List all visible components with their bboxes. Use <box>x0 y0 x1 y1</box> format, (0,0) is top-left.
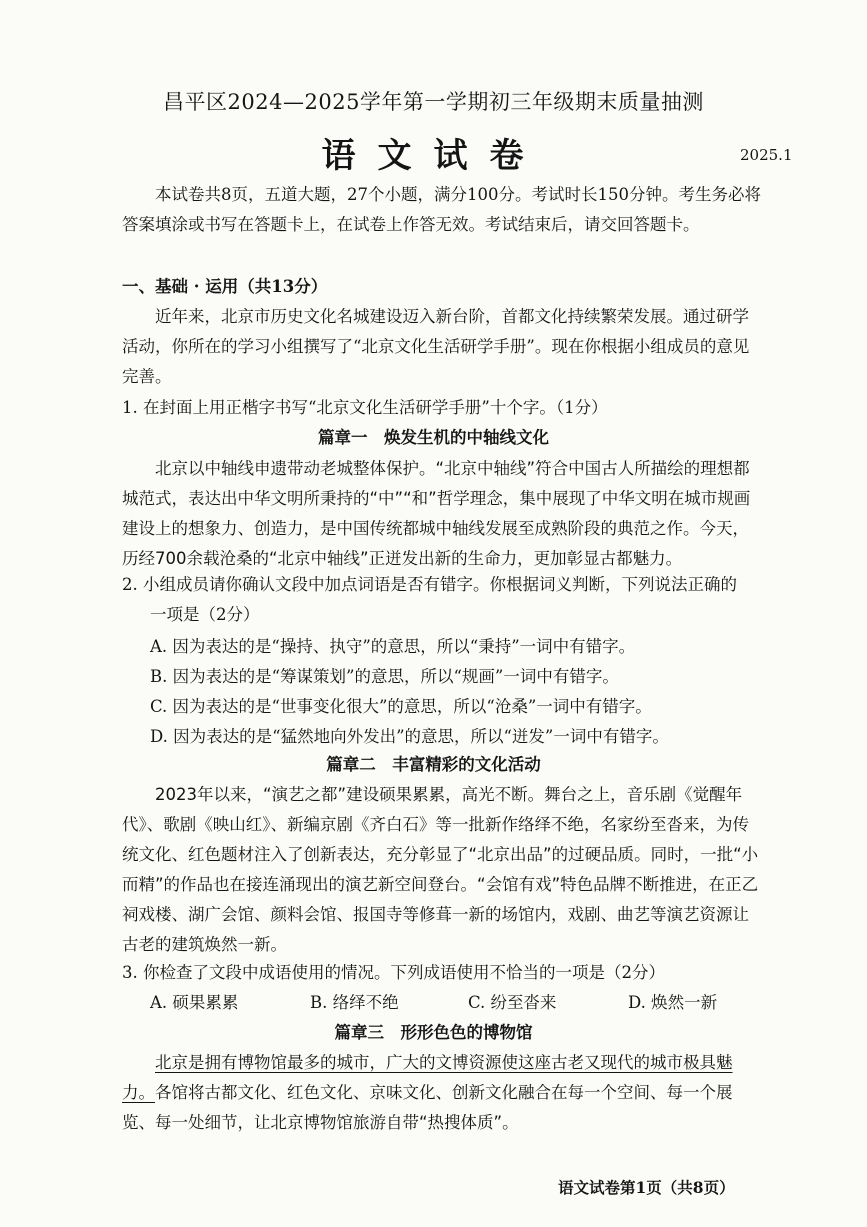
chapter-3-text <box>122 1048 762 1138</box>
page-footer: 语文试卷第1页（共8页） <box>558 1178 735 1197</box>
subject-title: 语文试卷 <box>321 136 546 176</box>
question-1: 1. 在封面上用正楷字书写“北京文化生活研学手册”十个字。（1分） <box>122 398 608 417</box>
chapter-1-text: 北京以中轴线申遗带动老城整体保护。“北京中轴线”符合中国古人所描绘的理想都城范式，表达出中华文明所秉持的“中”“和”哲学理念，集中展现了中华文明在城市规画建设上的想象力、创造力，是中国传统都城中轴线发展至成熟阶段的典范之作。今天，历经700余载沧桑的“北京中轴线”正迸发出新的生命力，更加彰显古都魅力。 <box>122 459 751 568</box>
question-3-option-c: C. 纷至沓来 <box>468 993 557 1012</box>
section-heading: 一、基础 · 运用（共13分） <box>122 277 328 296</box>
exam-date: 2025.1 <box>740 146 793 164</box>
chapter-1-title: 篇章一 焕发生机的中轴线文化 <box>318 428 549 447</box>
question-2-stem: 2. 小组成员请你确认文段中加点词语是否有错字。你根据词义判断，下列说法正确的 <box>122 575 737 594</box>
chapter-3-title: 篇章三 形形色色的博物馆 <box>334 1023 533 1042</box>
chapter-2-title: 篇章二 丰富精彩的文化活动 <box>326 755 541 774</box>
question-3-option-a: A. 硕果累累 <box>150 993 239 1012</box>
question-3-option-b: B. 络绎不绝 <box>310 993 399 1012</box>
question-2-option-b: B. 因为表达的是“筹谋策划”的意思，所以“规画”一词中有错字。 <box>150 667 619 686</box>
chapter-3-underlined-sentence: 北京是拥有博物馆最多的城市，广大的文博资源使这座古老又现代的城市极具魅力。 <box>122 1053 733 1102</box>
question-3-stem: 3. 你检查了文段中成语使用的情况。下列成语使用不恰当的一项是（2分） <box>122 963 665 982</box>
exam-title: 昌平区2024—2025学年第一学期初三年级期末质量抽测 <box>163 90 704 114</box>
chapter-3-rest: 各馆将古都文化、红色文化、京味文化、创新文化融合在每一个空间、每一个展览、每一处细节，让北京博物馆旅游自带“热搜体质”。 <box>122 1083 733 1132</box>
question-3-option-d: D. 焕然一新 <box>628 993 718 1012</box>
question-2-stem-cont: 一项是（2分） <box>150 605 260 624</box>
chapter-2-text: 2023年以来，“演艺之都”建设硕果累累，高光不断。舞台之上，音乐剧《觉醒年代》、歌剧《映山红》、新编京剧《齐白石》等一批新作络绎不绝，名家纷至沓来，为传统文化、红色题材注入了创新表达，充分彰显了“北京出品”的过硬品质。同时，一批“小而精”的作品也在接连涌现出的演艺新空间登台。“会馆有戏”特色品牌不断推进，在正乙祠戏楼、湖广会馆、颜料会馆、报国寺等修葺一新的场馆内，戏剧、曲艺等演艺资源让古老的建筑焕然一新。 <box>122 785 759 954</box>
section-lead: 近年来，北京市历史文化名城建设迈入新台阶，首都文化持续繁荣发展。通过研学活动，你所在的学习小组撰写了“北京文化生活研学手册”。现在你根据小组成员的意见完善。 <box>122 307 750 386</box>
question-2-option-d: D. 因为表达的是“猛然地向外发出”的意思，所以“迸发”一词中有错字。 <box>150 727 669 746</box>
exam-intro: 本试卷共8页，五道大题，27个小题，满分100分。考试时长150分钟。考生务必将答案填涂或书写在答题卡上，在试卷上作答无效。考试结束后，请交回答题卡。 <box>122 185 761 234</box>
question-2-option-a: A. 因为表达的是“操持、执守”的意思，所以“秉持”一词中有错字。 <box>150 637 636 656</box>
question-2-option-c: C. 因为表达的是“世事变化很大”的意思，所以“沧桑”一词中有错字。 <box>150 697 652 716</box>
